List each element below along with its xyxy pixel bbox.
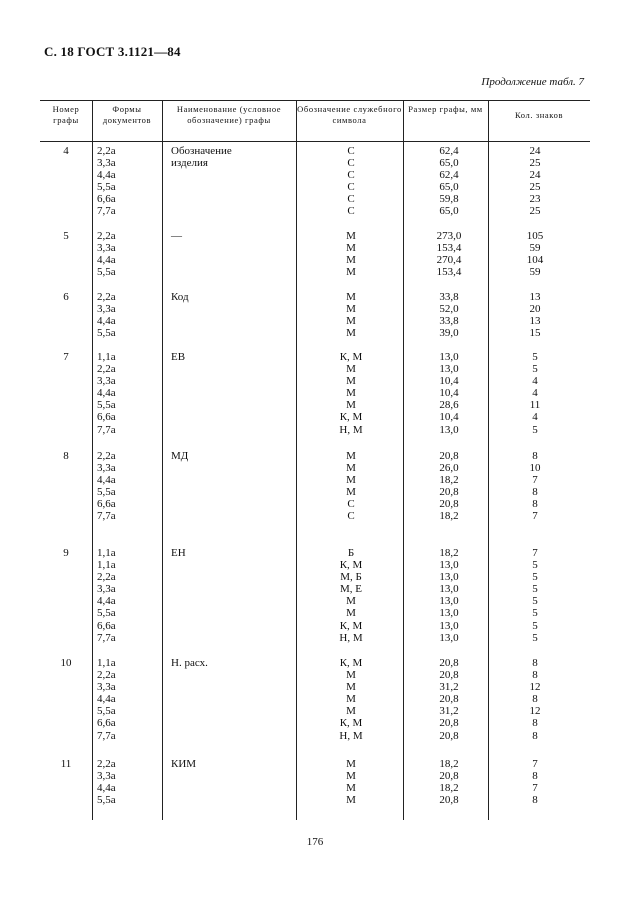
row-name: — [171, 230, 182, 242]
row-number: 11 [60, 758, 72, 770]
row-counts: 24 25 24 25 23 25 [529, 145, 541, 218]
row-name: ЕВ [171, 351, 186, 363]
row-sizes: 18,2 13,0 13,0 13,0 13,0 13,0 13,0 13,0 [439, 547, 459, 644]
row-forms: 2,2а 3,3а 4,4а 5,5а 6,6а 7,7а [97, 145, 116, 218]
row-number: 4 [63, 145, 69, 157]
row-forms: 2,2а 3,3а 4,4а 5,5а [97, 758, 116, 807]
row-number: 5 [63, 230, 69, 242]
row-forms: 2,2а 3,3а 4,4а 5,5а [97, 230, 116, 279]
col-header-size: Размер графы, мм [408, 104, 483, 114]
row-forms: 2,2а 3,3а 4,4а 5,5а [97, 291, 116, 340]
row-sizes: 13,0 13,0 10,4 10,4 28,6 10,4 13,0 [439, 351, 459, 436]
row-number: 7 [63, 351, 69, 363]
row-symbols: К, М М М М М К, М Н, М [339, 351, 363, 436]
row-counts: 7 8 7 8 [532, 758, 538, 807]
table-continuation-note: Продолжение табл. 7 [481, 76, 584, 88]
table-top-border [40, 100, 590, 101]
row-counts: 105 59 104 59 [526, 230, 544, 279]
col-header-number: Номер графы [52, 104, 80, 125]
col-header-count: Кол. знаков [514, 110, 564, 120]
row-name: КИМ [171, 758, 197, 770]
row-sizes: 18,2 20,8 18,2 20,8 [439, 758, 459, 807]
row-counts: 7 5 5 5 5 5 5 5 [532, 547, 538, 644]
row-number: 6 [63, 291, 69, 303]
row-name: Код [171, 291, 189, 303]
row-sizes: 62,4 65,0 62,4 65,0 59,8 65,0 [439, 145, 459, 218]
column-divider [92, 100, 93, 820]
row-counts: 13 20 13 15 [529, 291, 541, 340]
column-divider [162, 100, 163, 820]
row-symbols: М М М М [346, 758, 356, 807]
row-counts: 8 8 12 8 12 8 8 [529, 657, 541, 742]
row-counts: 5 5 4 4 11 4 5 [529, 351, 541, 436]
row-number: 9 [63, 547, 69, 559]
row-symbols: С С С С С С [347, 145, 355, 218]
page-number: 176 [306, 836, 324, 848]
col-header-forms: Формы документов [102, 104, 152, 125]
col-header-name: Наименование (условное обозначение) графы [176, 104, 282, 125]
row-forms: 1,1а 2,2а 3,3а 4,4а 5,5а 6,6а 7,7а [97, 351, 116, 436]
row-forms: 1,1а 2,2а 3,3а 4,4а 5,5а 6,6а 7,7а [97, 657, 116, 742]
row-sizes: 20,8 20,8 31,2 20,8 31,2 20,8 20,8 [439, 657, 459, 742]
row-forms: 2,2а 3,3а 4,4а 5,5а 6,6а 7,7а [97, 450, 116, 523]
row-sizes: 273,0 153,4 270,4 153,4 [436, 230, 462, 279]
row-sizes: 33,8 52,0 33,8 39,0 [439, 291, 459, 340]
row-name: ЕН [171, 547, 186, 559]
row-name: Н. расх. [171, 657, 208, 669]
row-symbols: М М М М [346, 291, 356, 340]
row-sizes: 20,8 26,0 18,2 20,8 20,8 18,2 [439, 450, 459, 523]
row-number: 8 [63, 450, 69, 462]
row-number: 10 [60, 657, 72, 669]
row-symbols: Б К, М М, Б М, Е М М К, М Н, М [339, 547, 363, 644]
row-name: МД [171, 450, 189, 462]
col-header-symbol: Обозначение служебного символа [297, 104, 402, 125]
row-forms: 1,1а 1,1а 2,2а 3,3а 4,4а 5,5а 6,6а 7,7а [97, 547, 116, 644]
row-name: Обозначение изделия [171, 145, 232, 170]
row-counts: 8 10 7 8 8 7 [529, 450, 541, 523]
row-symbols: М М М М [346, 230, 356, 279]
page-header: С. 18 ГОСТ 3.1121—84 [44, 44, 181, 59]
row-symbols: М М М М С С [346, 450, 356, 523]
data-table [40, 100, 590, 820]
row-symbols: К, М М М М М К, М Н, М [339, 657, 363, 742]
header-bottom-border [40, 141, 590, 142]
